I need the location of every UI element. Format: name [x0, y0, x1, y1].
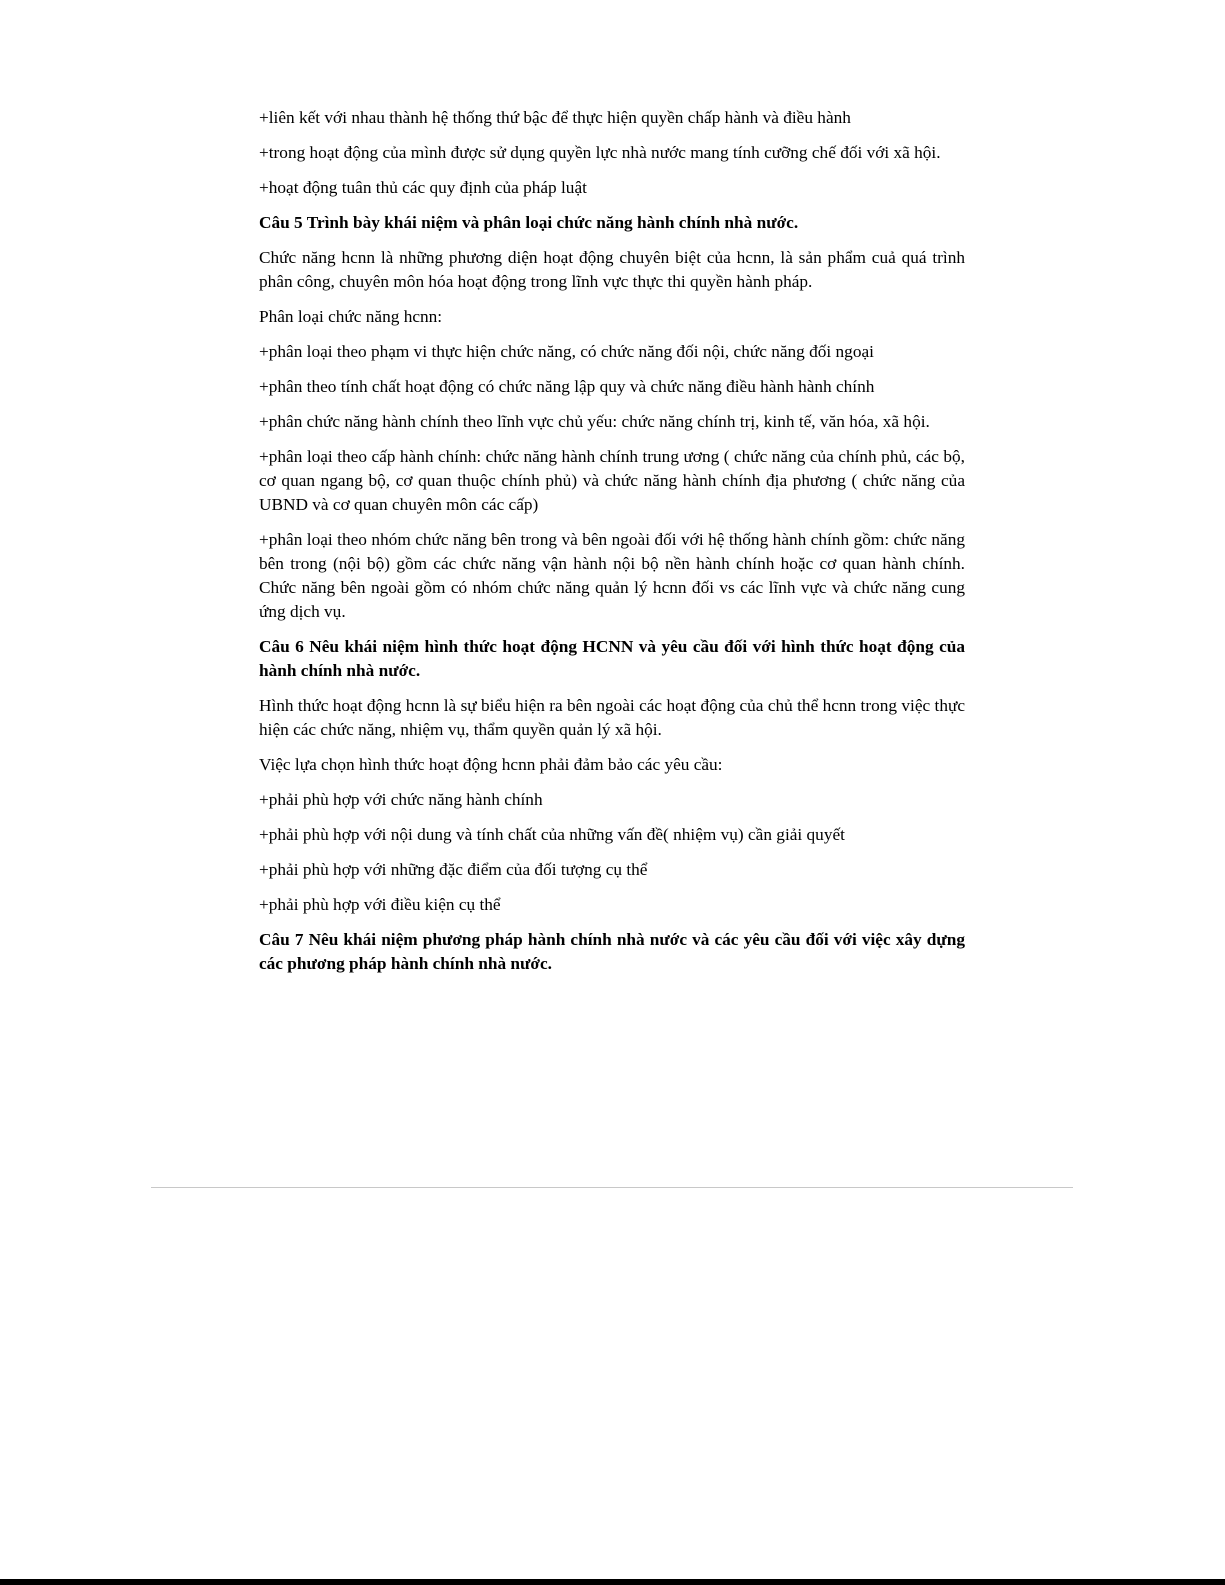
- paragraph: +phân chức năng hành chính theo lĩnh vực chủ yếu: chức năng chính trị, kinh tế, văn hóa, xã hội.: [259, 412, 930, 431]
- page-bottom-edge: [0, 1579, 1225, 1585]
- paragraph: +phân loại theo nhóm chức năng bên trong và bên ngoài đối với hệ thống hành chính gồm: chức năng bên trong (nội bộ) gồm các chức năng vận hành nội bộ nền hành chính hoặc cơ quan hành chính. Chức năng bên ngoài gồm có nhóm chức năng quản lý hcnn đối vs các lĩnh vực và chức năng cung ứng dịch vụ.: [259, 530, 965, 621]
- paragraph: +phải phù hợp với chức năng hành chính: [259, 790, 543, 809]
- paragraph: +trong hoạt động của mình được sử dụng quyền lực nhà nước mang tính cưỡng chế đối với xã hội.: [259, 143, 941, 162]
- paragraph: Việc lựa chọn hình thức hoạt động hcnn phải đảm bảo các yêu cầu:: [259, 755, 723, 774]
- question-heading: Câu 6 Nêu khái niệm hình thức hoạt động HCNN và yêu cầu đối với hình thức hoạt động của hành chính nhà nước.: [259, 637, 965, 680]
- paragraph: +liên kết với nhau thành hệ thống thứ bậc để thực hiện quyền chấp hành và điều hành: [259, 108, 851, 127]
- page-divider: [151, 1187, 1073, 1188]
- paragraph: Chức năng hcnn là những phương diện hoạt động chuyên biệt của hcnn, là sản phẩm cuả quá trình phân công, chuyên môn hóa hoạt động trong lĩnh vực thực thi quyền hành pháp.: [259, 248, 965, 291]
- paragraph: +phải phù hợp với những đặc điểm của đối tượng cụ thể: [259, 860, 648, 879]
- paragraph: +phân loại theo cấp hành chính: chức năng hành chính trung ương ( chức năng của chính phủ, các bộ, cơ quan ngang bộ, cơ quan thuộc chính phủ) và chức năng hành chính địa phương ( chức năng của UBND và cơ quan chuyên môn các cấp): [259, 447, 965, 514]
- paragraph: +hoạt động tuân thủ các quy định của pháp luật: [259, 178, 587, 197]
- paragraph: +phân theo tính chất hoạt động có chức năng lập quy và chức năng điều hành hành chính: [259, 377, 875, 396]
- paragraph: Phân loại chức năng hcnn:: [259, 307, 443, 326]
- question-heading: Câu 7 Nêu khái niệm phương pháp hành chính nhà nước và các yêu cầu đối với việc xây dựng các phương pháp hành chính nhà nước.: [259, 930, 965, 973]
- paragraph: +phân loại theo phạm vi thực hiện chức năng, có chức năng đối nội, chức năng đối ngoại: [259, 342, 874, 361]
- question-heading: Câu 5 Trình bày khái niệm và phân loại chức năng hành chính nhà nước.: [259, 213, 799, 232]
- document-body: [259, 106, 965, 987]
- paragraph: +phải phù hợp với điều kiện cụ thể: [259, 895, 501, 914]
- paragraph: Hình thức hoạt động hcnn là sự biểu hiện ra bên ngoài các hoạt động của chủ thể hcnn trong việc thực hiện các chức năng, nhiệm vụ, thẩm quyền quản lý xã hội.: [259, 696, 965, 739]
- paragraph: +phải phù hợp với nội dung và tính chất của những vấn đề( nhiệm vụ) cần giải quyết: [259, 825, 845, 844]
